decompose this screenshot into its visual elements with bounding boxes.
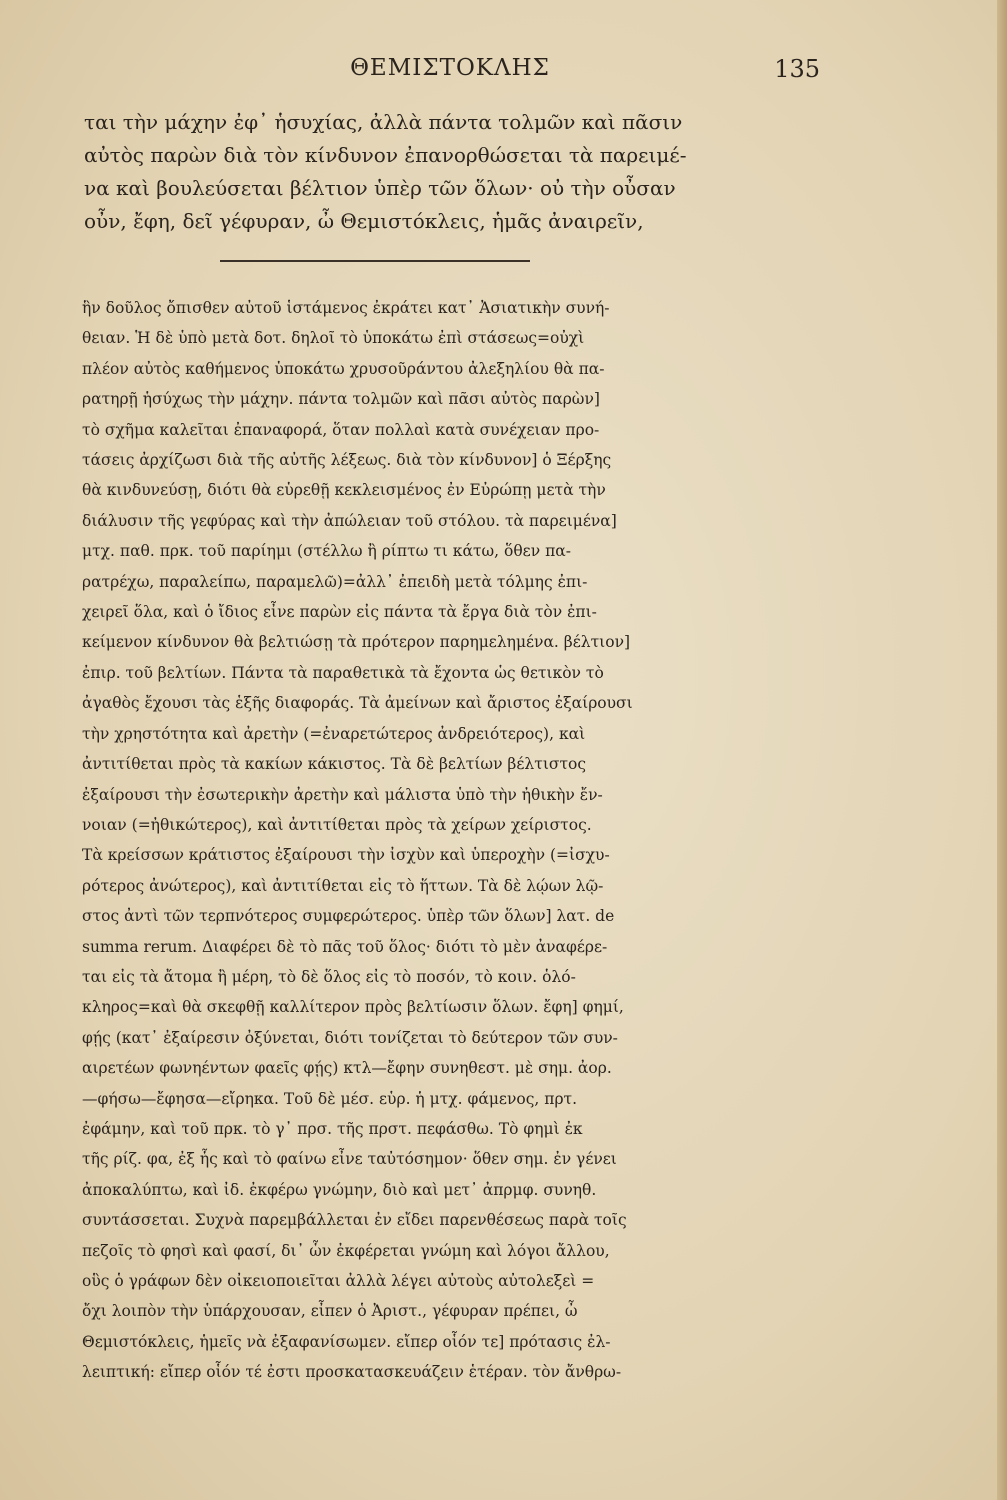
running-title: ΘΕΜΙΣΤΟΚΛΗΣ (350, 55, 550, 81)
note-line: πεζοῖς τὸ φησὶ καὶ φασί, δι᾽ ὧν ἐκφέρεται γνώμη καὶ λόγοι ἄλλου, (82, 1241, 610, 1260)
page-number: 135 (774, 55, 820, 83)
page-header (80, 55, 820, 91)
note-line: τὴν χρηστότητα καὶ ἀρετὴν (=ἐναρετώτερος ἀνδρειότερος), καὶ (82, 724, 586, 743)
note-line: ρότερος ἀνώτερος), καὶ ἀντιτίθεται εἰς τὸ ἥττων. Τὰ δὲ λῴων λῷ- (82, 876, 604, 895)
main-text-line: αὐτὸς παρὼν διὰ τὸν κίνδυνον ἐπανορθώσεται τὰ παρειμέ- (84, 143, 687, 167)
note-line: ἀντιτίθεται πρὸς τὰ κακίων κάκιστος. Τὰ δὲ βελτίων βέλτιστος (82, 755, 587, 774)
note-line: τάσεις ἀρχίζωσι διὰ τῆς αὐτῆς λέξεως. διὰ τὸν κίνδυνον] ὁ Ξέρξης (82, 451, 612, 470)
note-line: συντάσσεται. Συχνὰ παρεμβάλλεται ἐν εἴδει παρενθέσεως παρὰ τοῖς (82, 1211, 627, 1230)
note-line: summa rerum. Διαφέρει δὲ τὸ πᾶς τοῦ ὅλος· διότι τὸ μὲν ἀναφέρε- (82, 937, 608, 956)
note-line: θὰ κινδυνεύσῃ, διότι θὰ εὑρεθῇ κεκλεισμένος ἐν Εὐρώπῃ μετὰ τὴν (82, 481, 606, 500)
note-line: ἣν δοῦλος ὄπισθεν αὐτοῦ ἱστάμενος ἐκράτει κατ᾽ Ἀσιατικὴν συνή- (82, 299, 610, 317)
note-line: Τὰ κρείσσων κράτιστος ἐξαίρουσι τὴν ἰσχὺν καὶ ὑπεροχὴν (=ἰσχυ- (82, 846, 610, 865)
note-line: διάλυσιν τῆς γεφύρας καὶ τὴν ἀπώλειαν τοῦ στόλου. τὰ παρειμένα] (82, 511, 617, 530)
note-line: ἀποκαλύπτω, καὶ ἰδ. ἐκφέρω γνώμην, διὸ καὶ μετ᾽ ἀπρμφ. συνηθ. (82, 1180, 597, 1199)
note-line: νοιαν (=ἠθικώτερος), καὶ ἀντιτίθεται πρὸς τὰ χείρων χείριστος. (82, 815, 592, 834)
note-line: αιρετέων φωνηέντων φαεῖς φῄς) κτλ—ἔφην συνηθεστ. μὲ σημ. ἀορ. (82, 1059, 612, 1078)
main-text-line: οὖν, ἔφη, δεῖ γέφυραν, ὦ Θεμιστόκλεις, ἡμᾶς ἀναιρεῖν, (84, 209, 644, 233)
note-line: θειαν. Ἡ δὲ ὑπὸ μετὰ δοτ. δηλοῖ τὸ ὑποκάτω ἐπὶ στάσεως=οὐχὶ (82, 329, 585, 348)
footnote-separator (220, 260, 530, 262)
main-text (84, 106, 824, 238)
note-line: κείμενον κίνδυνον θὰ βελτιώσῃ τὰ πρότερον παρημελημένα. βέλτιον] (82, 633, 631, 652)
note-line: φῄς (κατ᾽ ἐξαίρεσιν ὀξύνεται, διότι τονίζεται τὸ δεύτερον τῶν συν- (82, 1028, 618, 1047)
note-line: μτχ. παθ. πρκ. τοῦ παρίημι (στέλλω ἢ ρίπτω τι κάτω, ὅθεν πα- (82, 542, 571, 561)
note-line: τὸ σχῆμα καλεῖται ἐπαναφορά, ὅταν πολλαὶ κατὰ συνέχειαν προ- (82, 420, 600, 439)
note-line: στος ἀντὶ τῶν τερπνότερος συμφερώτερος. ὑπὲρ τῶν ὅλων] λατ. de (82, 907, 615, 926)
note-line: οὓς ὁ γράφων δὲν οἰκειοποιεῖται ἀλλὰ λέγει αὐτοὺς αὐτολεξεὶ = (82, 1272, 595, 1290)
note-line: πλέον αὐτὸς καθήμενος ὑποκάτω χρυσοῦράντου ἀλεξηλίου θὰ πα- (82, 359, 605, 378)
note-line: ἐξαίρουσι τὴν ἐσωτερικὴν ἀρετὴν καὶ μάλιστα ὑπὸ τὴν ἠθικὴν ἔν- (82, 785, 603, 804)
note-line: Θεμιστόκλεις, ἡμεῖς νὰ ἐξαφανίσωμεν. εἴπερ οἷόν τε] πρότασις ἐλ- (82, 1332, 611, 1351)
note-line: —φήσω—ἔφησα—εἴρηκα. Τοῦ δὲ μέσ. εὑρ. ἡ μτχ. φάμενος, πρτ. (82, 1089, 578, 1108)
main-text-line: να καὶ βουλεύσεται βέλτιον ὑπὲρ τῶν ὅλων· οὐ τὴν οὖσαν (84, 176, 676, 200)
note-line: ἐφάμην, καὶ τοῦ πρκ. τὸ γ᾽ πρσ. τῆς πρστ. πεφάσθω. Τὸ φημὶ ἐκ (82, 1119, 583, 1138)
page-edge (997, 0, 1007, 1500)
commentary-notes (82, 293, 827, 1388)
note-line: ται εἰς τὰ ἄτομα ἢ μέρη, τὸ δὲ ὅλος εἰς τὸ ποσόν, τὸ κοιν. ὁλό- (82, 967, 576, 986)
note-line: χειρεῖ ὅλα, καὶ ὁ ἴδιος εἶνε παρὼν εἰς πάντα τὰ ἔργα διὰ τὸν ἐπι- (82, 603, 597, 622)
note-line: ρατηρῇ ἡσύχως τὴν μάχην. πάντα τολμῶν καὶ πᾶσι αὐτὸς παρὼν] (82, 390, 600, 409)
note-line: ὄχι λοιπὸν τὴν ὑπάρχουσαν, εἶπεν ὁ Ἀριστ., γέφυραν πρέπει, ὦ (82, 1302, 578, 1321)
note-line: ἀγαθὸς ἔχουσι τὰς ἑξῆς διαφοράς. Τὰ ἀμείνων καὶ ἄριστος ἐξαίρουσι (82, 694, 633, 713)
note-line: λειπτική: εἴπερ οἷόν τέ ἐστι προσκατασκευάζειν ἑτέραν. τὸν ἄνθρω- (82, 1363, 622, 1382)
main-text-line: ται τὴν μάχην ἐφ᾽ ἡσυχίας, ἀλλὰ πάντα τολμῶν καὶ πᾶσιν (84, 110, 683, 134)
note-line: ἐπιρ. τοῦ βελτίων. Πάντα τὰ παραθετικὰ τὰ ἔχοντα ὡς θετικὸν τὸ (82, 663, 604, 682)
note-line: τῆς ρίζ. φα, ἐξ ἧς καὶ τὸ φαίνω εἶνε ταὐτόσημον· ὅθεν σημ. ἐν γένει (82, 1150, 617, 1169)
note-line: ρατρέχω, παραλείπω, παραμελῶ)=ἀλλ᾽ ἐπειδὴ μετὰ τόλμης ἐπι- (82, 572, 588, 591)
note-line: κληρος=καὶ θὰ σκεφθῇ καλλίτερον πρὸς βελτίωσιν ὅλων. ἔφη] φημί, (82, 998, 624, 1017)
